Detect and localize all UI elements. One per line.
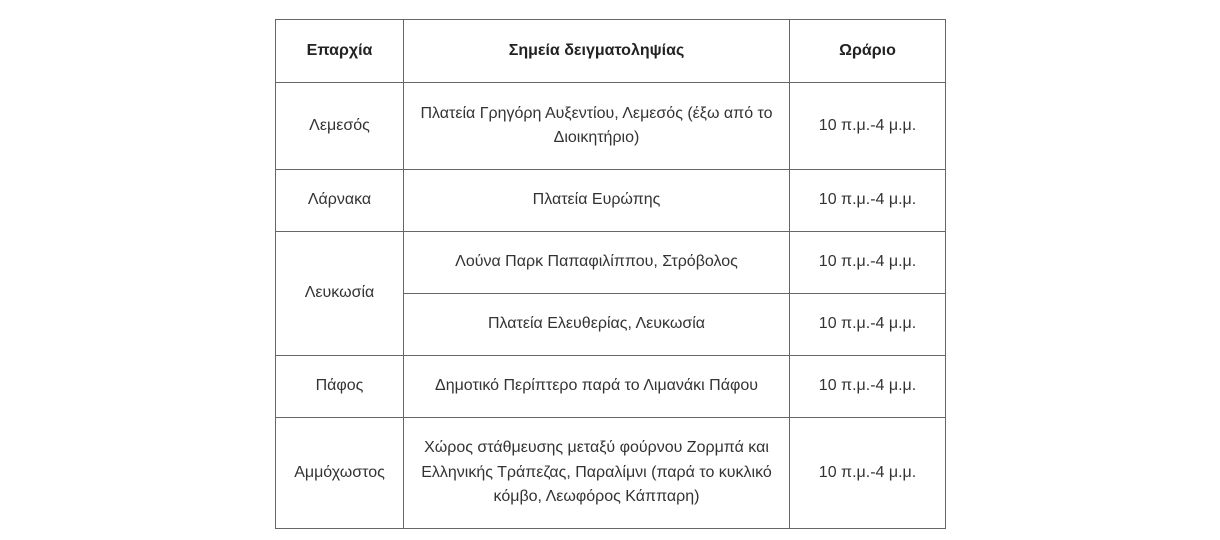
header-district: Επαρχία — [276, 20, 404, 83]
header-hours: Ωράριο — [790, 20, 946, 83]
district-cell: Λευκωσία — [276, 232, 404, 356]
hours-cell: 10 π.μ.-4 μ.μ. — [790, 83, 946, 170]
sampling-point-cell: Χώρος στάθμευσης μεταξύ φούρνου Ζορμπά και Ελληνικής Τράπεζας, Παραλίμνι (παρά το κυκλικό κόμβο, Λεωφόρος Κάππαρη) — [404, 418, 790, 529]
district-cell: Πάφος — [276, 356, 404, 418]
sampling-point-cell: Πλατεία Ελευθερίας, Λευκωσία — [404, 294, 790, 356]
table-row — [276, 170, 946, 232]
district-cell: Αμμόχωστος — [276, 418, 404, 529]
sampling-point-cell: Πλατεία Ευρώπης — [404, 170, 790, 232]
table-row — [276, 83, 946, 170]
district-cell: Λεμεσός — [276, 83, 404, 170]
sampling-point-cell: Πλατεία Γρηγόρη Αυξεντίου, Λεμεσός (έξω από το Διοικητήριο) — [404, 83, 790, 170]
table-row — [276, 232, 946, 294]
hours-cell: 10 π.μ.-4 μ.μ. — [790, 170, 946, 232]
header-sampling-points: Σημεία δειγματοληψίας — [404, 20, 790, 83]
hours-cell: 10 π.μ.-4 μ.μ. — [790, 418, 946, 529]
table-header-row — [276, 20, 946, 83]
hours-cell: 10 π.μ.-4 μ.μ. — [790, 356, 946, 418]
district-cell: Λάρνακα — [276, 170, 404, 232]
sampling-points-table — [275, 19, 946, 529]
hours-cell: 10 π.μ.-4 μ.μ. — [790, 232, 946, 294]
table-row — [276, 356, 946, 418]
sampling-point-cell: Δημοτικό Περίπτερο παρά το Λιμανάκι Πάφου — [404, 356, 790, 418]
sampling-point-cell: Λούνα Παρκ Παπαφιλίππου, Στρόβολος — [404, 232, 790, 294]
hours-cell: 10 π.μ.-4 μ.μ. — [790, 294, 946, 356]
table-row — [276, 418, 946, 529]
